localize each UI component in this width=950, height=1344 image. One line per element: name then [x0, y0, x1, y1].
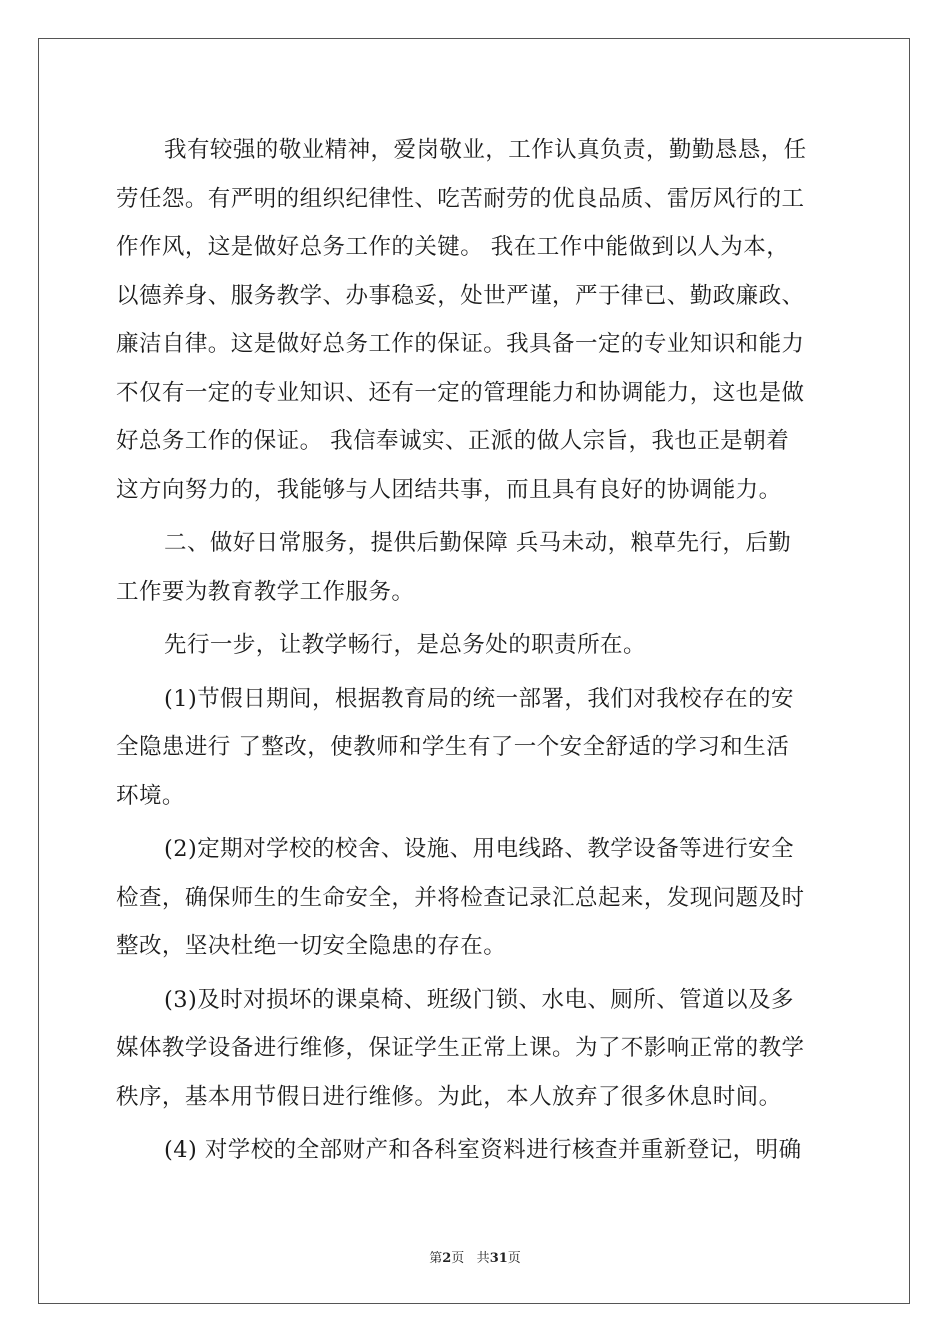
text-line: 环境。 [116, 782, 185, 809]
page-prefix: 第 [429, 1251, 443, 1266]
text-line: 工作要为教育教学工作服务。 [116, 578, 415, 605]
text-line: 廉洁自律。这是做好总务工作的保证。我具备一定的专业知识和能力 [116, 331, 805, 357]
text-line: 以德养身、服务教学、办事稳妥，处世严谨，严于律已、勤政廉政、 [116, 282, 805, 309]
total-prefix: 共 [476, 1251, 490, 1266]
text-line: (2)定期对学校的校舍、设施、用电线路、教学设备等进行安全 [164, 836, 794, 862]
page-suffix: 页 [451, 1251, 465, 1266]
text-line: 二、做好日常服务，提供后勤保障 兵马未动，粮草先行，后勤 [164, 530, 792, 556]
text-line: 全隐患进行 了整改，使教师和学生有了一个安全舒适的学习和生活 [116, 734, 790, 760]
total-suffix: 页 [507, 1251, 521, 1266]
total-pages: 31 [489, 1251, 508, 1266]
text-line: (4) 对学校的全部财产和各科室资料进行核查并重新登记，明确 [164, 1137, 802, 1163]
text-line: 我有较强的敬业精神，爱岗敬业，工作认真负责，勤勤恳恳，任 [164, 137, 807, 163]
page-number: 2 [442, 1251, 452, 1266]
text-line: 先行一步，让教学畅行，是总务处的职责所在。 [164, 632, 646, 658]
text-line: 媒体教学设备进行维修，保证学生正常上课。为了不影响正常的教学 [116, 1035, 805, 1061]
text-line: 作作风，这是做好总务工作的关键。 我在工作中能做到以人为本， [116, 234, 790, 260]
text-line: 不仅有一定的专业知识、还有一定的管理能力和协调能力，这也是做 [116, 379, 805, 406]
text-line: 检查，确保师生的生命安全，并将检查记录汇总起来，发现问题及时 [116, 884, 805, 911]
text-line: 劳任怨。有严明的组织纪律性、吃苦耐劳的优良品质、雷厉风行的工 [116, 185, 805, 212]
text-line: (1)节假日期间，根据教育局的统一部署，我们对我校存在的安 [164, 685, 794, 712]
text-line: 整改，坚决杜绝一切安全隐患的存在。 [116, 933, 507, 959]
text-line: 好总务工作的保证。 我信奉诚实、正派的做人宗旨，我也正是朝着 [116, 428, 790, 454]
text-line: 这方向努力的，我能够与人团结共事，而且具有良好的协调能力。 [116, 476, 782, 503]
page-footer [0, 1247, 950, 1266]
text-line: 秩序，基本用节假日进行维修。为此，本人放弃了很多休息时间。 [116, 1083, 782, 1110]
document-body [116, 126, 836, 1175]
text-line: (3)及时对损坏的课桌椅、班级门锁、水电、厕所、管道以及多 [164, 986, 794, 1013]
